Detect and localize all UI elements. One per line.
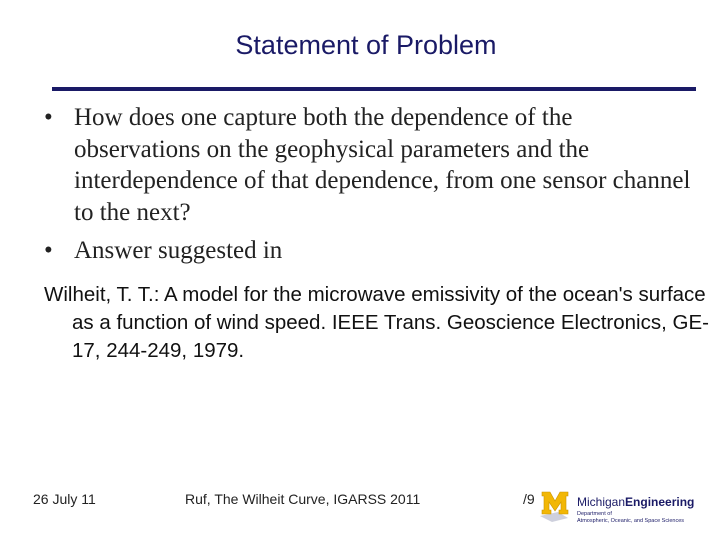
slide-title: Statement of Problem — [235, 30, 497, 60]
bullet-dot: • — [44, 104, 53, 131]
bullet-text: Answer suggested in — [74, 237, 283, 264]
logo-name-light: Michigan — [577, 495, 626, 509]
block-m-icon — [538, 488, 572, 524]
bullet-text: How does one capture both the dependence of the observations on the geophysical parameters and the interdependence of that dependence, from one sensor channel to the next? — [74, 104, 691, 226]
logo-department-line: Department of — [577, 511, 612, 517]
page-number: /9 — [523, 491, 535, 507]
logo-wordmark — [577, 495, 694, 509]
footer-date: 26 July 11 — [33, 491, 96, 507]
bullet-item — [44, 235, 704, 267]
logo-name-bold: Engineering — [625, 495, 695, 509]
title-divider — [52, 87, 696, 91]
footer-title: Ruf, The Wilheit Curve, IGARSS 2011 — [185, 491, 421, 507]
bullet-list — [44, 102, 704, 274]
logo-department — [577, 511, 707, 524]
reference-citation: Wilheit, T. T.: A model for the microwave emissivity of the ocean's surface as a function of wind speed. IEEE Trans. Geoscience Electronics, GE-17, 244-249, 1979. — [44, 283, 709, 362]
logo-department-line: Atmospheric, Oceanic, and Space Sciences — [577, 517, 685, 524]
bullet-dot: • — [44, 237, 53, 264]
bullet-item — [44, 102, 704, 228]
